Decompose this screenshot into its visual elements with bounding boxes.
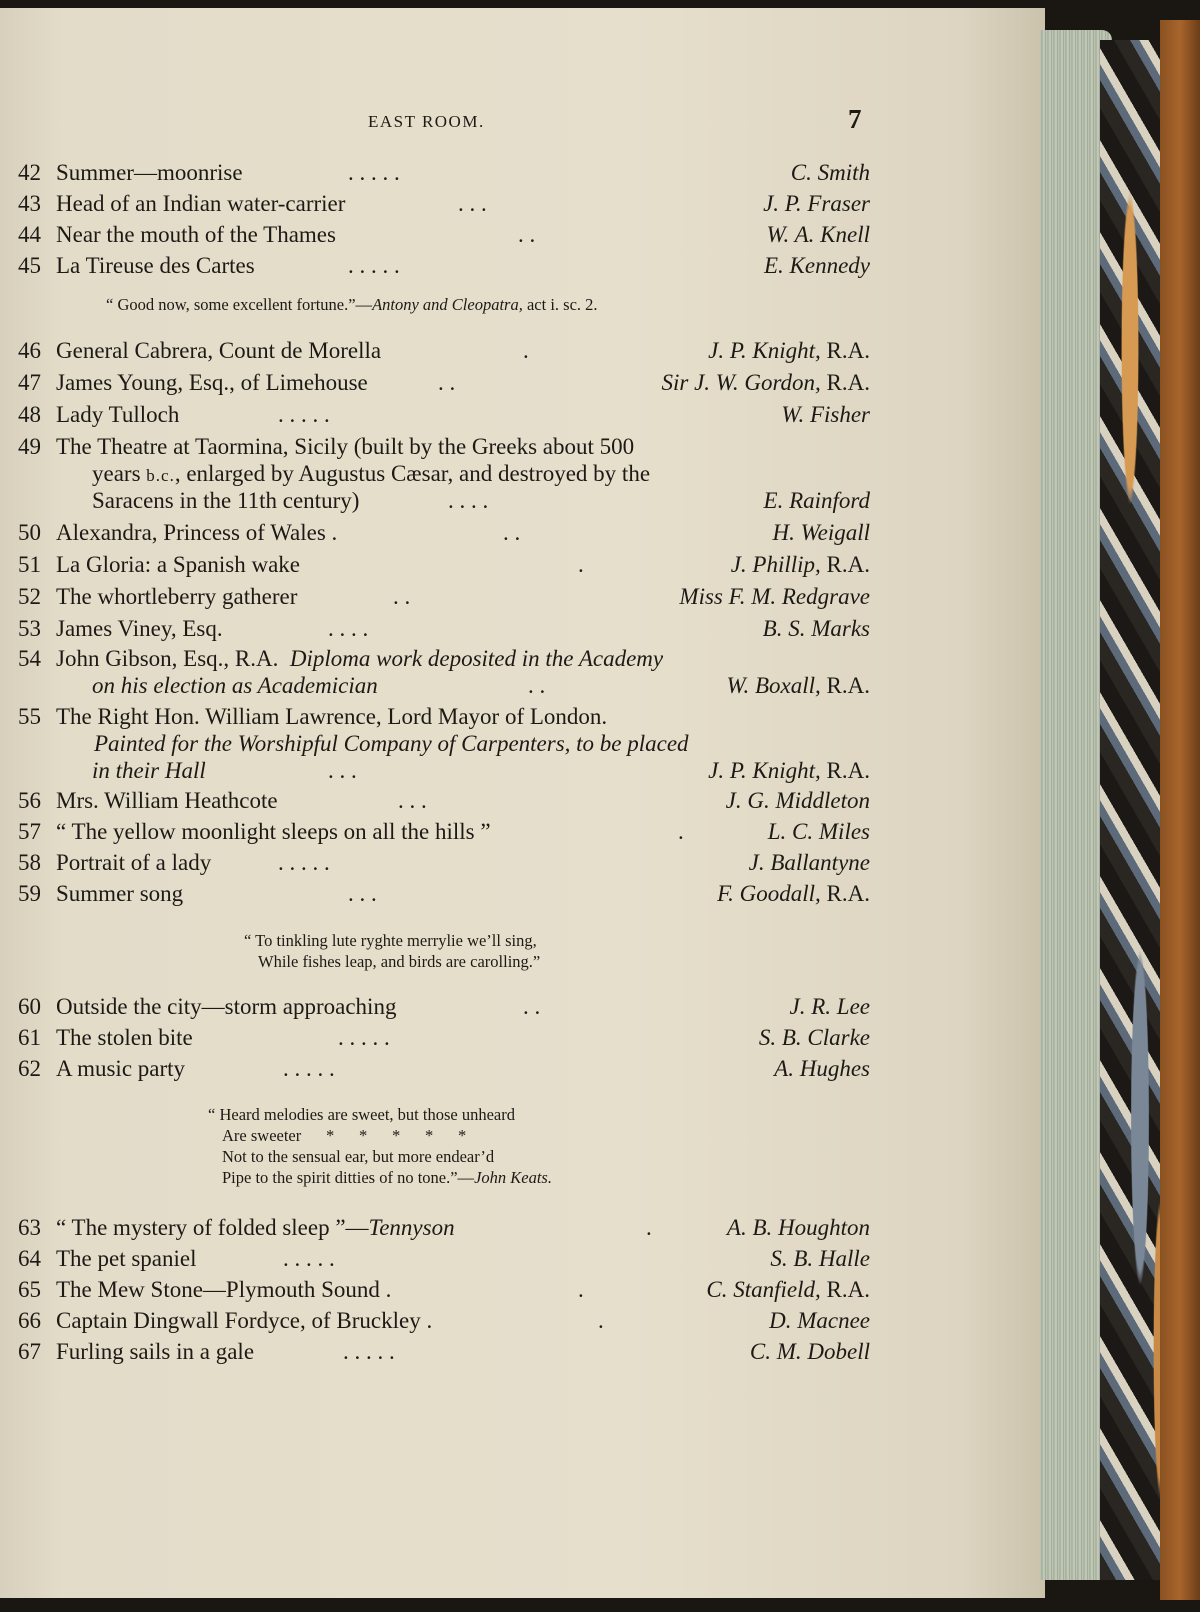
entry-artist: J. P. Knight, R.A.: [708, 338, 870, 363]
catalogue-entry: [18, 368, 870, 398]
entry-continuation: [18, 729, 870, 759]
page-number: 7: [848, 104, 862, 134]
catalogue-entry: [18, 1275, 870, 1305]
catalogue-entry: [18, 1213, 870, 1243]
dot-leader: .: [646, 1215, 652, 1240]
catalogue-entry: [18, 400, 870, 430]
dot-leader: . .: [393, 584, 411, 609]
entry-title: Summer song: [56, 881, 184, 906]
entry-title: The Mew Stone—Plymouth Sound .: [56, 1277, 392, 1302]
catalogue-entry: [18, 1054, 870, 1084]
entry-number: 47: [18, 370, 41, 395]
dot-leader: . . . . .: [283, 1246, 335, 1271]
entry-title-cont: in their Hall: [92, 758, 206, 783]
catalogue-entry: [18, 848, 870, 878]
dot-leader: . . .: [328, 758, 357, 783]
entry-title: “ The mystery of folded sleep ”—Tennyson: [56, 1215, 455, 1240]
catalogue-entry: 57 “ The yellow moonlight sleeps on all the hills ” . L. C. Miles: [18, 817, 870, 847]
entry-title: John Gibson, Esq., R.A. Diploma work deposited in the Academy: [56, 646, 664, 671]
dot-leader: . . . . .: [343, 1339, 395, 1364]
entry-number: 45: [18, 253, 41, 278]
entry-number: 48: [18, 402, 41, 427]
dot-leader: .: [523, 338, 529, 363]
entry-number: 54: [18, 646, 41, 671]
catalogue-entry: [18, 614, 870, 644]
entry-number: 43: [18, 191, 41, 216]
entry-artist: J. G. Middleton: [725, 788, 870, 813]
quote-source: Antony and Cleopatra,: [372, 295, 523, 314]
entry-continuation: [18, 756, 870, 786]
dot-leader: . .: [528, 673, 546, 698]
catalogue-entry: [18, 432, 870, 462]
entry-number: 42: [18, 160, 41, 185]
entry-number: 55: [18, 704, 41, 729]
catalogue-entry: [18, 1337, 870, 1367]
dot-leader: . . . . .: [338, 1025, 390, 1050]
entry-title: General Cabrera, Count de Morella: [56, 338, 382, 363]
catalogue-entry: [18, 220, 870, 250]
quote-line: “ To tinkling lute ryghte merrylie we’ll sing,: [244, 931, 537, 950]
dot-leader: . . . .: [448, 488, 489, 513]
entry-number: 67: [18, 1339, 41, 1364]
entry-number: 65: [18, 1277, 41, 1302]
entry-number: 53: [18, 616, 41, 641]
dot-leader: . . .: [398, 788, 427, 813]
catalogue-entry: [18, 992, 870, 1022]
entry-number: 58: [18, 850, 41, 875]
entry-number: 66: [18, 1308, 41, 1333]
quote-line: Not to the sensual ear, but more endear’d: [222, 1147, 495, 1166]
entry-title: The whortleberry gatherer: [56, 584, 298, 609]
entry-artist: H. Weigall: [772, 520, 870, 545]
entry-title: Outside the city—storm approaching: [56, 994, 397, 1019]
entry-number: 52: [18, 584, 41, 609]
epigraph-quote: [106, 294, 598, 315]
entry-artist: Miss F. M. Redgrave: [679, 584, 870, 609]
dot-leader: .: [578, 1277, 584, 1302]
entry-artist: C. M. Dobell: [749, 1339, 870, 1364]
catalogue-entry: [18, 582, 870, 612]
entry-title: La Tireuse des Cartes: [56, 253, 255, 278]
quote-line: Are sweeter * * * * *: [222, 1126, 467, 1145]
entry-continuation: [18, 486, 870, 516]
entry-title-cont: years b.c., enlarged by Augustus Cæsar, and destroyed by the: [92, 461, 651, 486]
entry-number: 61: [18, 1025, 41, 1050]
dot-leader: . .: [518, 222, 536, 247]
entry-artist: W. A. Knell: [766, 222, 870, 247]
entry-number: 46: [18, 338, 41, 363]
entry-title: Furling sails in a gale: [56, 1339, 255, 1364]
entry-title: The pet spaniel: [56, 1246, 197, 1271]
entry-title: Captain Dingwall Fordyce, of Bruckley .: [56, 1308, 433, 1333]
catalogue-entry: [18, 336, 870, 366]
entry-artist: C. Smith: [790, 160, 870, 185]
catalogue-entry: [18, 1306, 870, 1336]
catalogue-entry: [18, 550, 870, 580]
entry-number: 60: [18, 994, 41, 1019]
dot-leader: . . .: [348, 881, 377, 906]
catalogue-entry: [18, 879, 870, 909]
entry-title: The Right Hon. William Lawrence, Lord Mayor of London.: [56, 704, 608, 729]
entry-number: 56: [18, 788, 41, 813]
entry-number: 59: [18, 881, 41, 906]
book-page: [0, 8, 1045, 1598]
entry-title-cont: on his election as Academician: [92, 673, 378, 698]
entry-artist: J. P. Fraser: [763, 191, 870, 216]
running-title: EAST ROOM.: [368, 112, 485, 131]
catalogue-entry: [18, 189, 870, 219]
catalogue-entry: [18, 158, 870, 188]
entry-artist: C. Stanfield, R.A.: [706, 1277, 870, 1302]
entry-artist: F. Goodall, R.A.: [717, 881, 870, 906]
entry-title: Head of an Indian water-carrier: [56, 191, 346, 216]
dot-leader: . . . . .: [348, 160, 400, 185]
entry-title: Mrs. William Heathcote: [56, 788, 278, 813]
quote-text: “ Good now, some excellent fortune.”—: [106, 295, 373, 314]
entry-title: Lady Tulloch: [56, 402, 180, 427]
quote-line: “ Heard melodies are sweet, but those unheard: [208, 1105, 515, 1124]
dot-leader: .: [598, 1308, 604, 1333]
catalogue-entry: [18, 1023, 870, 1053]
catalogue-entry: [18, 1244, 870, 1274]
entry-number: 49: [18, 434, 41, 459]
entry-artist: A. B. Houghton: [726, 1215, 870, 1240]
dot-leader: . .: [503, 520, 521, 545]
quote-tail: act i. sc. 2.: [522, 295, 598, 314]
entry-artist: J. P. Knight, R.A.: [708, 758, 870, 783]
entry-artist: W. Boxall, R.A.: [726, 673, 870, 698]
dot-leader: . . . . .: [283, 1056, 335, 1081]
entry-artist: A. Hughes: [774, 1056, 870, 1081]
entry-artist: J. Phillip, R.A.: [730, 552, 870, 577]
dot-leader: . . .: [458, 191, 487, 216]
entry-continuation: [18, 459, 870, 489]
entry-artist: W. Fisher: [781, 402, 870, 427]
dot-leader: . .: [438, 370, 456, 395]
dot-leader: . . . . .: [348, 253, 400, 278]
entry-title: “ The yellow moonlight sleeps on all the hills ”: [56, 819, 491, 844]
entry-artist: S. B. Halle: [770, 1246, 870, 1271]
entry-number: 50: [18, 520, 41, 545]
entry-number: 44: [18, 222, 41, 247]
dot-leader: .: [578, 552, 584, 577]
dot-leader: . .: [523, 994, 541, 1019]
catalogue-entry: [18, 518, 870, 548]
entry-number: 62: [18, 1056, 41, 1081]
entry-artist: J. Ballantyne: [748, 850, 870, 875]
entry-title: The stolen bite: [56, 1025, 193, 1050]
entry-number: 57: [18, 819, 41, 844]
epigraph-quote: [244, 930, 540, 972]
entry-number: 51: [18, 552, 41, 577]
entry-title-cont: Saracens in the 11th century): [92, 488, 360, 513]
entry-artist: B. S. Marks: [762, 616, 870, 641]
epigraph-quote: [208, 1104, 552, 1188]
entry-title: James Viney, Esq.: [56, 616, 223, 641]
leather-cover-edge: [1160, 20, 1200, 1600]
dot-leader: . . . . .: [278, 850, 330, 875]
catalogue-entry: [18, 644, 870, 674]
entry-title: James Young, Esq., of Limehouse: [56, 370, 368, 395]
catalogue-entry: [18, 702, 870, 732]
entry-number: 63: [18, 1215, 41, 1240]
quote-line: Pipe to the spirit ditties of no tone.”—John Keats.: [222, 1168, 552, 1187]
entry-artist: D. Macnee: [769, 1308, 870, 1333]
entry-artist: L. C. Miles: [767, 819, 870, 844]
entry-artist: Sir J. W. Gordon, R.A.: [661, 370, 870, 395]
entry-title: La Gloria: a Spanish wake: [56, 552, 300, 577]
page-header: [0, 104, 1045, 138]
entry-artist: E. Rainford: [763, 488, 870, 513]
entry-artist: S. B. Clarke: [758, 1025, 870, 1050]
entry-title: A music party: [56, 1056, 186, 1081]
dot-leader: . . . .: [328, 616, 369, 641]
entry-artist: J. R. Lee: [789, 994, 870, 1019]
catalogue-entry: [18, 786, 870, 816]
entry-number: 64: [18, 1246, 41, 1271]
entry-title: Portrait of a lady: [56, 850, 212, 875]
entry-title: The Theatre at Taormina, Sicily (built by the Greeks about 500: [56, 434, 635, 459]
entry-title: Summer—moonrise: [56, 160, 243, 185]
quote-line: While fishes leap, and birds are carolling.”: [258, 952, 541, 971]
entry-continuation: [18, 671, 870, 701]
entry-title-cont: Painted for the Worshipful Company of Carpenters, to be placed: [94, 731, 689, 756]
entry-title: Alexandra, Princess of Wales .: [56, 520, 338, 545]
catalogue-entry: [18, 251, 870, 281]
dot-leader: . . . . .: [278, 402, 330, 427]
entry-title: Near the mouth of the Thames: [56, 222, 336, 247]
entry-artist: E. Kennedy: [763, 253, 870, 278]
